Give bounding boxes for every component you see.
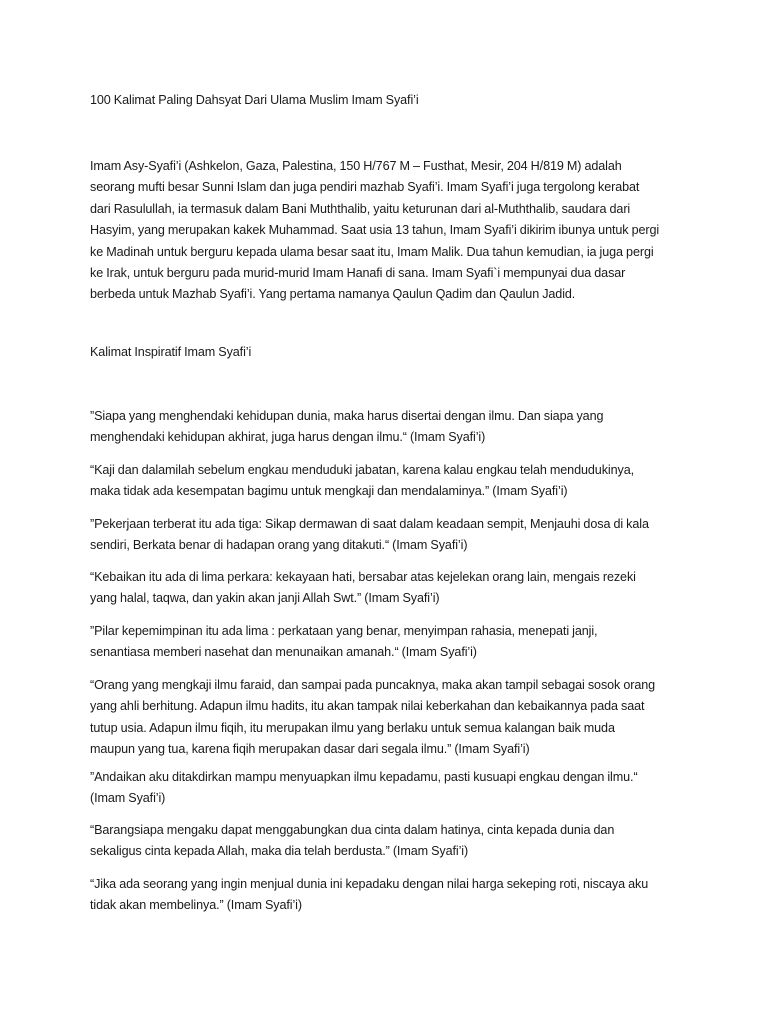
quote-9 [90, 874, 690, 917]
intro-line: ke Madinah untuk berguru kepada ulama besar saat itu, Imam Malik. Dua tahun kemudian, ia juga pergi [90, 244, 654, 259]
quote-line: tidak akan membelinya.” (Imam Syafi’i) [90, 898, 302, 913]
quote-line: “Kebaikan itu ada di lima perkara: kekayaan hati, bersabar atas kejelekan orang lain, mengais rezeki [90, 570, 636, 584]
quote-line: “Orang yang mengkaji ilmu faraid, dan sampai pada puncaknya, maka akan tampil sebagai sosok orang [90, 678, 656, 692]
intro-line: berbeda untuk Mazhab Syafi’i. Yang pertama namanya Qaulun Qadim dan Qaulun Jadid. [90, 287, 576, 302]
intro-line: ke Irak, untuk berguru pada murid-murid Imam Hanafi di sana. Imam Syafi`i mempunyai dua dasar [90, 266, 626, 281]
document-title [90, 90, 690, 111]
quote-line: sendiri, Berkata benar di hadapan orang yang ditakuti.“ (Imam Syafi’i) [90, 538, 468, 553]
quote-line: maka tidak ada kesempatan bagimu untuk mengkaji dan mendalaminya.” (Imam Syafi’i) [90, 484, 568, 499]
intro-line: Imam Asy-Syafi’i (Ashkelon, Gaza, Palestina, 150 H/767 M – Fusthat, Mesir, 204 H/819 M) adalah [90, 159, 622, 173]
quote-4 [90, 567, 690, 610]
quote-2 [90, 460, 690, 503]
quote-line: tutup usia. Adapun ilmu fiqih, itu merupakan ilmu yang berlaku untuk semua kalangan baik muda [90, 720, 615, 735]
intro-paragraph [90, 156, 690, 306]
quote-line: menghendaki kehidupan akhirat, juga harus dengan ilmu.“ (Imam Syafi’i) [90, 430, 486, 445]
quote-7 [90, 767, 690, 810]
quote-line: “Barangsiapa mengaku dapat menggabungkan dua cinta dalam hatinya, cinta kepada dunia dan [90, 823, 615, 837]
quote-line: “Jika ada seorang yang ingin menjual dunia ini kepadaku dengan nilai harga sekeping roti, niscaya aku [90, 877, 649, 891]
quote-line: (Imam Syafi’i) [90, 791, 166, 806]
intro-line: seorang mufti besar Sunni Islam dan juga pendiri mazhab Syafi’i. Imam Syafi’i juga tergolong kerabat [90, 180, 640, 195]
section-heading-text: Kalimat Inspiratif Imam Syafi’i [90, 345, 252, 359]
quote-line: sekaligus cinta kepada Allah, maka dia telah berdusta.” (Imam Syafi’i) [90, 844, 469, 859]
quote-line: ”Pilar kepemimpinan itu ada lima : perkataan yang benar, menyimpan rahasia, menepati janji, [90, 624, 598, 638]
quote-line: ”Andaikan aku ditakdirkan mampu menyuapkan ilmu kepadamu, pasti kusuapi engkau dengan ilmu.“ [90, 770, 638, 784]
document-page [90, 0, 690, 1024]
quote-8 [90, 820, 690, 863]
quote-line: yang halal, taqwa, dan yakin akan janji Allah Swt.” (Imam Syafi’i) [90, 591, 440, 606]
quote-line: “Kaji dan dalamilah sebelum engkau menduduki jabatan, karena kalau engkau telah mendudukinya, [90, 463, 634, 477]
section-heading [90, 342, 690, 363]
quote-1 [90, 406, 690, 449]
quote-5 [90, 621, 690, 664]
intro-line: dari Rasulullah, ia termasuk dalam Bani Muththalib, yaitu keturunan dari al-Muththalib, saudara dari [90, 201, 631, 216]
quote-line: ”Siapa yang menghendaki kehidupan dunia, maka harus disertai dengan ilmu. Dan siapa yang [90, 409, 604, 423]
quote-line: maupun yang tua, karena fiqih merupakan dasar dari segala ilmu.” (Imam Syafi’i) [90, 742, 530, 757]
quote-line: senantiasa memberi nasehat dan menunaikan amanah.“ (Imam Syafi’i) [90, 645, 477, 660]
quote-6 [90, 675, 690, 761]
quote-line: yang ahli berhitung. Adapun ilmu hadits, itu akan tampak nilai keberkahan dan kebaikannya pada saat [90, 699, 645, 714]
quote-line: ”Pekerjaan terberat itu ada tiga: Sikap dermawan di saat dalam keadaan sempit, Menjauhi dosa di kala [90, 517, 649, 531]
intro-line: Hasyim, yang merupakan kakek Muhammad. Saat usia 13 tahun, Imam Syafi’i dikirim ibunya untuk pergi [90, 223, 660, 238]
quote-3 [90, 514, 690, 557]
title-text: 100 Kalimat Paling Dahsyat Dari Ulama Muslim Imam Syafi’i [90, 93, 419, 107]
